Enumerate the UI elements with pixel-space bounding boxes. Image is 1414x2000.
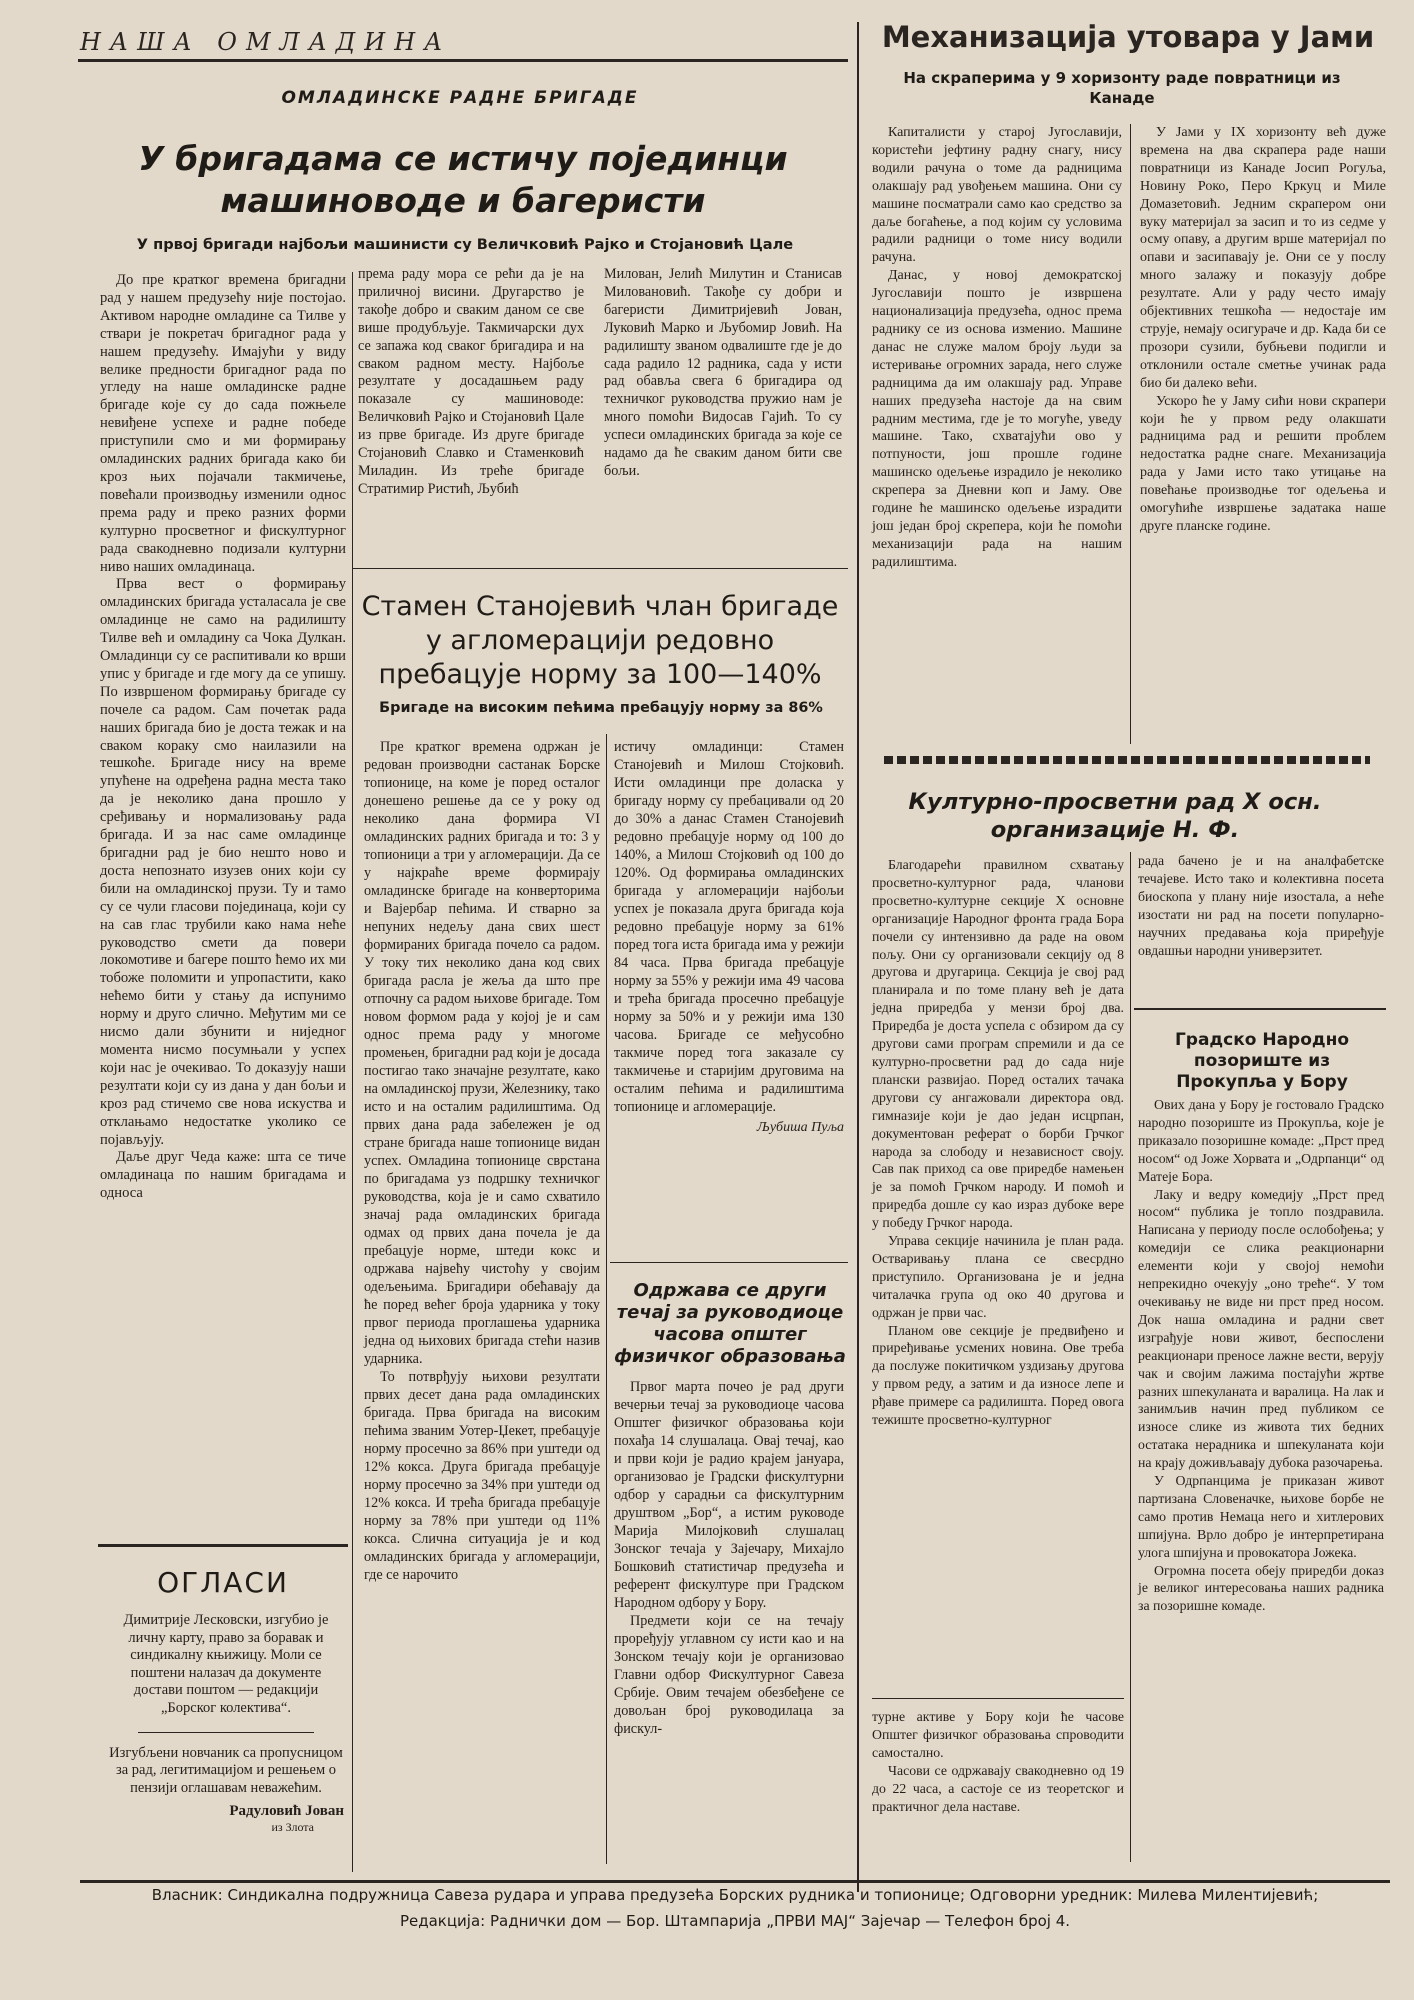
- masthead-rule: [78, 59, 848, 62]
- ad-sign: Радуловић Јован: [229, 1803, 344, 1820]
- footer-rule: [80, 1880, 1390, 1883]
- brigade-col-3: [604, 266, 842, 481]
- ad-divider: [138, 1732, 314, 1733]
- cultural-col-1: [872, 856, 1124, 1429]
- paragraph: У Одрпанцима је приказан живот партизана Словеначке, њихове борбе не само против Немаца него и хитлерових шпијуна. Врло добро је интерпретирана улога шпијуна и провокатора Јожека.: [1138, 1473, 1384, 1560]
- paragraph: Лаку и ведру комедију „Прст пред носом“ публика је топло поздравила. Написана у периоду после ослобођења; у комедији се слика реакционарни елементи који у својој немоћи непрекидно очекују „оно треће“. У том очекивању не виде ни прст пред носом. Док наша омладина и радни свет изграђује нови живот, беспослени реакционари преносе лажне вести, верују чак и својим лажима постајући жртве разних шпекуланата и варалица. На лак и занимљив начин пред публиком се износе слике из живота тих бедних остатака нерадника и шпекуланата који на крају доживљавају дубока разочарења.: [1138, 1186, 1384, 1471]
- article-divider: [352, 568, 848, 569]
- mechanization-col-2: [1140, 124, 1386, 536]
- paragraph: До пре кратког времена бригадни рад у нашем предузећу није постојао. Активом народне омладине са Тилве у ствари је покретач бригадног рада у нашем предузећу. Имајући у виду велике предности бригадног рада по угледу на наше омладинске радне бригаде које су до сада пожњеле невиђене успехе и радне победе приступили смо и ми формирању омладинских радних бригада како би кроз њих појачали такмичење, повећали производњу изменили однос према раду и преко разних форми културно просветног и фискултурног рада свакодневно подизали културни ниво наших омладинаца.: [100, 272, 346, 575]
- paragraph: Часови се одржавају свакодневно од 19 до 22 часа, а састоје се из теоретског и практичног дела наставе.: [872, 1762, 1124, 1814]
- paragraph: Ускоро ће у Јаму сићи нови скрапери који ће у првом реду олакшати радницима рад и решити проблем недостатка радне снаге. Механизација рада у Јами исто тако утицање на повећање производње тог одељења и омогућиће извршење задатака наше друге планске године.: [1140, 393, 1386, 534]
- column-divider: [606, 734, 607, 1864]
- ad-place: из Злота: [271, 1820, 314, 1835]
- paragraph: Прва вест о формирању омладинских бригада усталасала је све омладинце не само на радилишту Тилве већ и омладину са Чока Дулкан. Омладинци су се распитивали ко врши упис у бригаде и где могу да се упишу. По извршеном формирању бригаде су почеле са радом. Сам почетак рада наших бригада био је доста тежак и на сваком кораку смо наилазили на тешкоће. Бригаде нису на време упућене на одређена радна места тако да је неколико дана прошло у сређивању и нормализовању рада бригада. И за нас саме омладинце бригадни рад је био нешто ново и доста непознато изузев оних који су били на омладинској прузи. Ту и тамо су се чули гласови појединаца, који су на сав глас трубили како нама неће руководство смети да повери локомотиве и багере пошто ћемо их ми тобоже поломити и упропастити, како нећемо бити у стању да испунимо норму и друго слично. Међутим ми се нисмо дали збунити и ниједног момента нисмо посумњали у успех који нас је очекивао. То доказују наши резултати који су из дана у дан бољи и кроз рад стичемо све нова искуства и отклањамо недостатке уколико се појављују.: [100, 576, 346, 1148]
- theatre-headline: Градско Народно позориште из Прокупља у Бору: [1174, 1030, 1350, 1092]
- paragraph: Даље друг Чеда каже: шта се тиче омладинаца по нашим бригадама и односа: [100, 1149, 346, 1202]
- paragraph: турне активе у Бору који ће часове Општег физичког образовања спроводити самостално.: [872, 1709, 1124, 1760]
- column-divider: [1130, 852, 1131, 1862]
- paragraph: Благодарећи правилном схватању просветно-културног рада, чланови просветно-културне секције X основне организације Народног фронта града Бора почели су интензивно да раде на овом пољу. Они су организовали секцију од 8 другова и другарица. Секција је свој рад планирала и по томе плану већ је дата једна приредба у мензи број два. Приредба је доста успела с обзиром да су другови сами програм спремили и да се културно-просветни рад до сада није плански развијао. Поред осталих тачака другови су ангажовали директора овд. гимназије који је дао један исцрпан, документован реферат о борби Грчког народа за слободу и независност своју. Сав пак приход са ове приредбе намењен је за помоћ Грчком народу. И помоћ и приредба дошле су као израз дубоке вере у победу Грчког народа.: [872, 857, 1124, 1231]
- article-divider: [872, 1698, 1124, 1699]
- course-headline: Одржава се други течај за руководиоце часова општег физичког образовања: [614, 1280, 846, 1367]
- ads-title: ОГЛАСИ: [157, 1566, 289, 1599]
- course-col-2: [872, 1708, 1124, 1815]
- mechanization-col-1: [872, 124, 1122, 572]
- center-divider: [857, 22, 859, 1892]
- paragraph: рада бачено је и на аналфабетске течајеве. Исто тако и колективна посета биоскопа у плану није изостала, а неће изостати ни рад на посети популарно-научних предавања која приређује овдашњи народни универзитет.: [1138, 853, 1384, 958]
- stamen-author: Љубиша Пуља: [756, 1120, 844, 1135]
- brigade-subhead: У првој бригади најбољи машинисти су Величковић Рајко и Стојановић Цале: [136, 236, 794, 253]
- ads-rule: [98, 1544, 348, 1547]
- section-masthead: НАША ОМЛАДИНА: [80, 28, 452, 56]
- ad-lost-wallet: Изгубљени новчаник са пропусницом за рад, легитимацијом и решењем о пензији оглашавам неважећим.: [109, 1744, 343, 1796]
- brigade-col-1: [100, 272, 346, 1203]
- theatre-col: [1138, 1096, 1384, 1615]
- brigade-headline: У бригадама се истичу појединци машиноводе и багеристи: [138, 139, 788, 220]
- paragraph: Капиталисти у старој Југославији, користећи јефтину радну снагу, нису водили рачуна о томе да радницима олакшају рад увођењем машина. Они су машине посматрали само као средство за даље богаћење, а под којим су условима радили радници о томе нису водили рачуна.: [872, 125, 1122, 266]
- footer-editorial: Редакција: Раднички дом — Бор. Штампарија „ПРВИ МАЈ“ Зајечар — Телефон број 4.: [399, 1912, 1071, 1930]
- mechanization-subhead: На скраперима у 9 хоризонту раде повратници из Канаде: [903, 69, 1341, 107]
- paragraph: Огромна посета обеју приредби доказ је великог интересовања наших радника за позоришне комаде.: [1138, 1562, 1384, 1614]
- paragraph: Првог марта почео је рад други вечерњи течај за руководиоце часова Општег физичког образовања који похађа 14 слушалаца. Овај течај, као и први који је радио крајем јануара, организовао је Градски фискултурни одбор у сарадњи са фискултурним друштвом „Бор“, а истим руководе Марија Милојковић слушалац Зонског течаја у Зајечару, Михајло Бошковић статистичар предузећа и референт фискултуре при Градском Народном одбору у Бору.: [614, 1379, 844, 1611]
- brigade-col-2: [358, 266, 584, 499]
- right-headline: Механизација утовара у Јами: [881, 20, 1375, 54]
- article-divider: [1134, 1008, 1386, 1010]
- paragraph: Предмети који се на течају проређују углавном су исти као и на Зонском течају који је организовао Главни одбор Фискултурног Савеза Србије. Овим течајем обезбеђене се довољан број руководилаца за фискул-: [614, 1613, 844, 1737]
- paragraph: истичу омладинци: Стамен Станојевић и Милош Стојковић. Исти омладинци пре доласка у бригаду норму су пребацивали од 20 до 30% а данас Стамен Станојевић редовно пребацује норму од 100 до 140%, а Милош Стојковић од 100 до 120%. Од формирања омладинских бригада у агломерацији најбољи успех је показала друга бригада која редовно пребацује норму за 61% поред тога иста бригада има у режији 84 часа. Прва бригада пребацује норму за 55% у режији има 49 часова и трећа бригада просечно пребацује норму за 50% и у режији има 130 часова. Бригаде се међусобно такмиче поред тога заказале су такмичење и старијим друговима на осталим пећима и радилиштима топионице и агломерације.: [614, 739, 844, 1115]
- ad-lost-card: Димитрије Лесковски, изгубио је личну карту, право за боравак и синдикалну књижицу. Моли се поштени налазач да документе достави поштом — редакцији „Борског колектива“.: [123, 1612, 329, 1716]
- cultural-headline: Културно-просветни рад X осн. организације Н. Ф.: [908, 789, 1322, 843]
- paragraph: Пре кратког времена одржан је редован производни састанак Борске топионице, на коме је поред осталог донешено решење да се у року од неколико дана формира VI омладинских радних бригада и то: 3 у топионици а три у агломерацији. Да се у најкраће време формирају омладинске бригаде на конверторима и Вајербар пећима. И стварно за непуних недељу дана свих шест формираних бригада почело са радом. У току тих неколико дана код свих бригада расла је жеља да што пре отпочну са радом њихове бригаде. Том новом формом рада у којој је и сам однос према раду у многоме промењен, бригадни рад који је досада постигао тако значајне резултате, како на омладинској прузи, Железнику, тако исто и на осталим радилиштима. Од првих дана рада забележен је од стране бригада наше топионице видан успех. Омладина топионице сврстана по бригадама уз подршку техничког руководства, која је и само схватило значај рада омладинских бригада одмах од првих дана почела је да пребацује норме, штеди кокс и одржава највећу чистоћу у својим одељењима. Бригадири обећавају да ће поред већег броја ударника у току првог периода проглашења ударника једна од њихових бригада стећи назив ударника.: [364, 739, 600, 1367]
- stamen-col-1: [364, 738, 600, 1584]
- article-divider: [610, 1262, 848, 1263]
- paragraph: То потврђују њихови резултати првих десет дана рада омладинских бригада. Прва бригада на високим пећима званим Уотер-Џекет, пребацује норму просечно за 86% при уштеди од 12% кокса. Друга бригада пребацује норму просечно за 34% при уштеди од 12% кокса. И трећа бригада пребацује норму за 78% при уштеди од 11% кокса. Слична ситуација је и код омладинских бригада у агломерацији, где се нарочито: [364, 1369, 600, 1583]
- course-col-1: [614, 1378, 844, 1738]
- paragraph: према раду мора се рећи да је на приличној висини. Другарство је такође добро и сваким даном се све више продубљује. Такмичарски дух се запажа код сваког бригадира и на сваком радном месту. Најбоље резултате у досадашњем раду показале су машиноводе: Величковић Рајко и Стојановић Цале из прве бригаде. Из друге бригаде Стојановић Славко и Стаменковић Миладин. Из треће бригаде Стратимир Ристић, Љубић: [358, 266, 584, 497]
- stamen-subhead: Бригаде на високим пећима пребацују норму за 86%: [379, 700, 823, 716]
- paragraph: Милован, Јелић Милутин и Станисав Миловановић. Такође су добри и багеристи Димитријевић Јован, Луковић Марко и Љубомир Јовић. На радилишту званом одвалиште где је до сада радило 12 радника, сада у исти рад обавља свега 6 бригадира од техничког руководства пружио нам је много помоћи Видосав Гајић. То су успеси омладинских бригада за које се надамо да ће сваким даном бити све бољи.: [604, 266, 842, 479]
- paragraph: У Јами у IX хоризонту већ дуже времена на два скрапера раде наши повратници из Канаде Јосип Рогуља, Новину Роко, Перо Кркуц и Миле Домазетовић. Једним скрапером они вуку материјал за засип и то из седме у осму опаву, а другим врше материјал по опави и засипавају је. Они се у послу много залажу и показују добре резултате. Али у раду често имају објективних тешкоћа — недостаје им струје, немају осигураче и др. Када би се прозори сузили, бубњеви подигли и отклонили остале сметње учинак рада био би далеко већи.: [1140, 125, 1386, 391]
- ads-block: [108, 1612, 344, 1835]
- paragraph: Данас, у новој демократској Југославији пошто је извршена национализација предузећа, однос према раднику се из основа изменио. Машине данас не служе малом броју људи за истеривање огромних зарада, него служе радницима да им олакшају рад. Управе наших предузећа настоје да на свим радним местима, где је то могуће, уведу машине. Тако, схватајући ово у потпуности, још прошле године машинско одељење израдило је неколико скрепера за Дневни коп и Јаму. Ове године ће машинско одељење израдити још један број скрепера, који ће помоћи механизацији рада на нашим радилиштима.: [872, 268, 1122, 570]
- cultural-col-2: [1138, 852, 1384, 959]
- wavy-divider: [884, 756, 1370, 764]
- stamen-col-2: [614, 738, 844, 1136]
- footer-owner: Власник: Синдикална подружница Савеза рудара и управа предузећа Борских рудника и топионице; Одговорни уредник: Милева Милентијевић;: [151, 1886, 1319, 1904]
- column-divider: [352, 272, 353, 1872]
- stamen-headline: Стамен Станојевић члан бригаде у агломерацији редовно пребацује норму за 100—140%: [361, 591, 839, 690]
- paragraph: Управа секције начинила је план рада. Остваривању плана се свесрдно приступило. Организована је и једна читалачка група од око 40 другова и одржан је први час.: [872, 1233, 1124, 1320]
- brigade-kicker: ОМЛАДИНСКЕ РАДНЕ БРИГАДЕ: [281, 88, 639, 108]
- column-divider: [1130, 124, 1131, 744]
- paragraph: Ових дана у Бору је гостовало Градско народно позориште из Прокупља, које је приказало позоришне комаде: „Прст пред носом“ од Јоже Хорвата и „Одрпанци“ од Матеје Бора.: [1138, 1097, 1384, 1184]
- paragraph: Планом ове секције је предвиђено и приређивање усмених новина. Ове треба да послуже покитичком уздизању другова у првом реду, а затим и да износе лепе и рђаве примере са радилишта. Поред овога тежиште просветно-културног: [872, 1322, 1124, 1428]
